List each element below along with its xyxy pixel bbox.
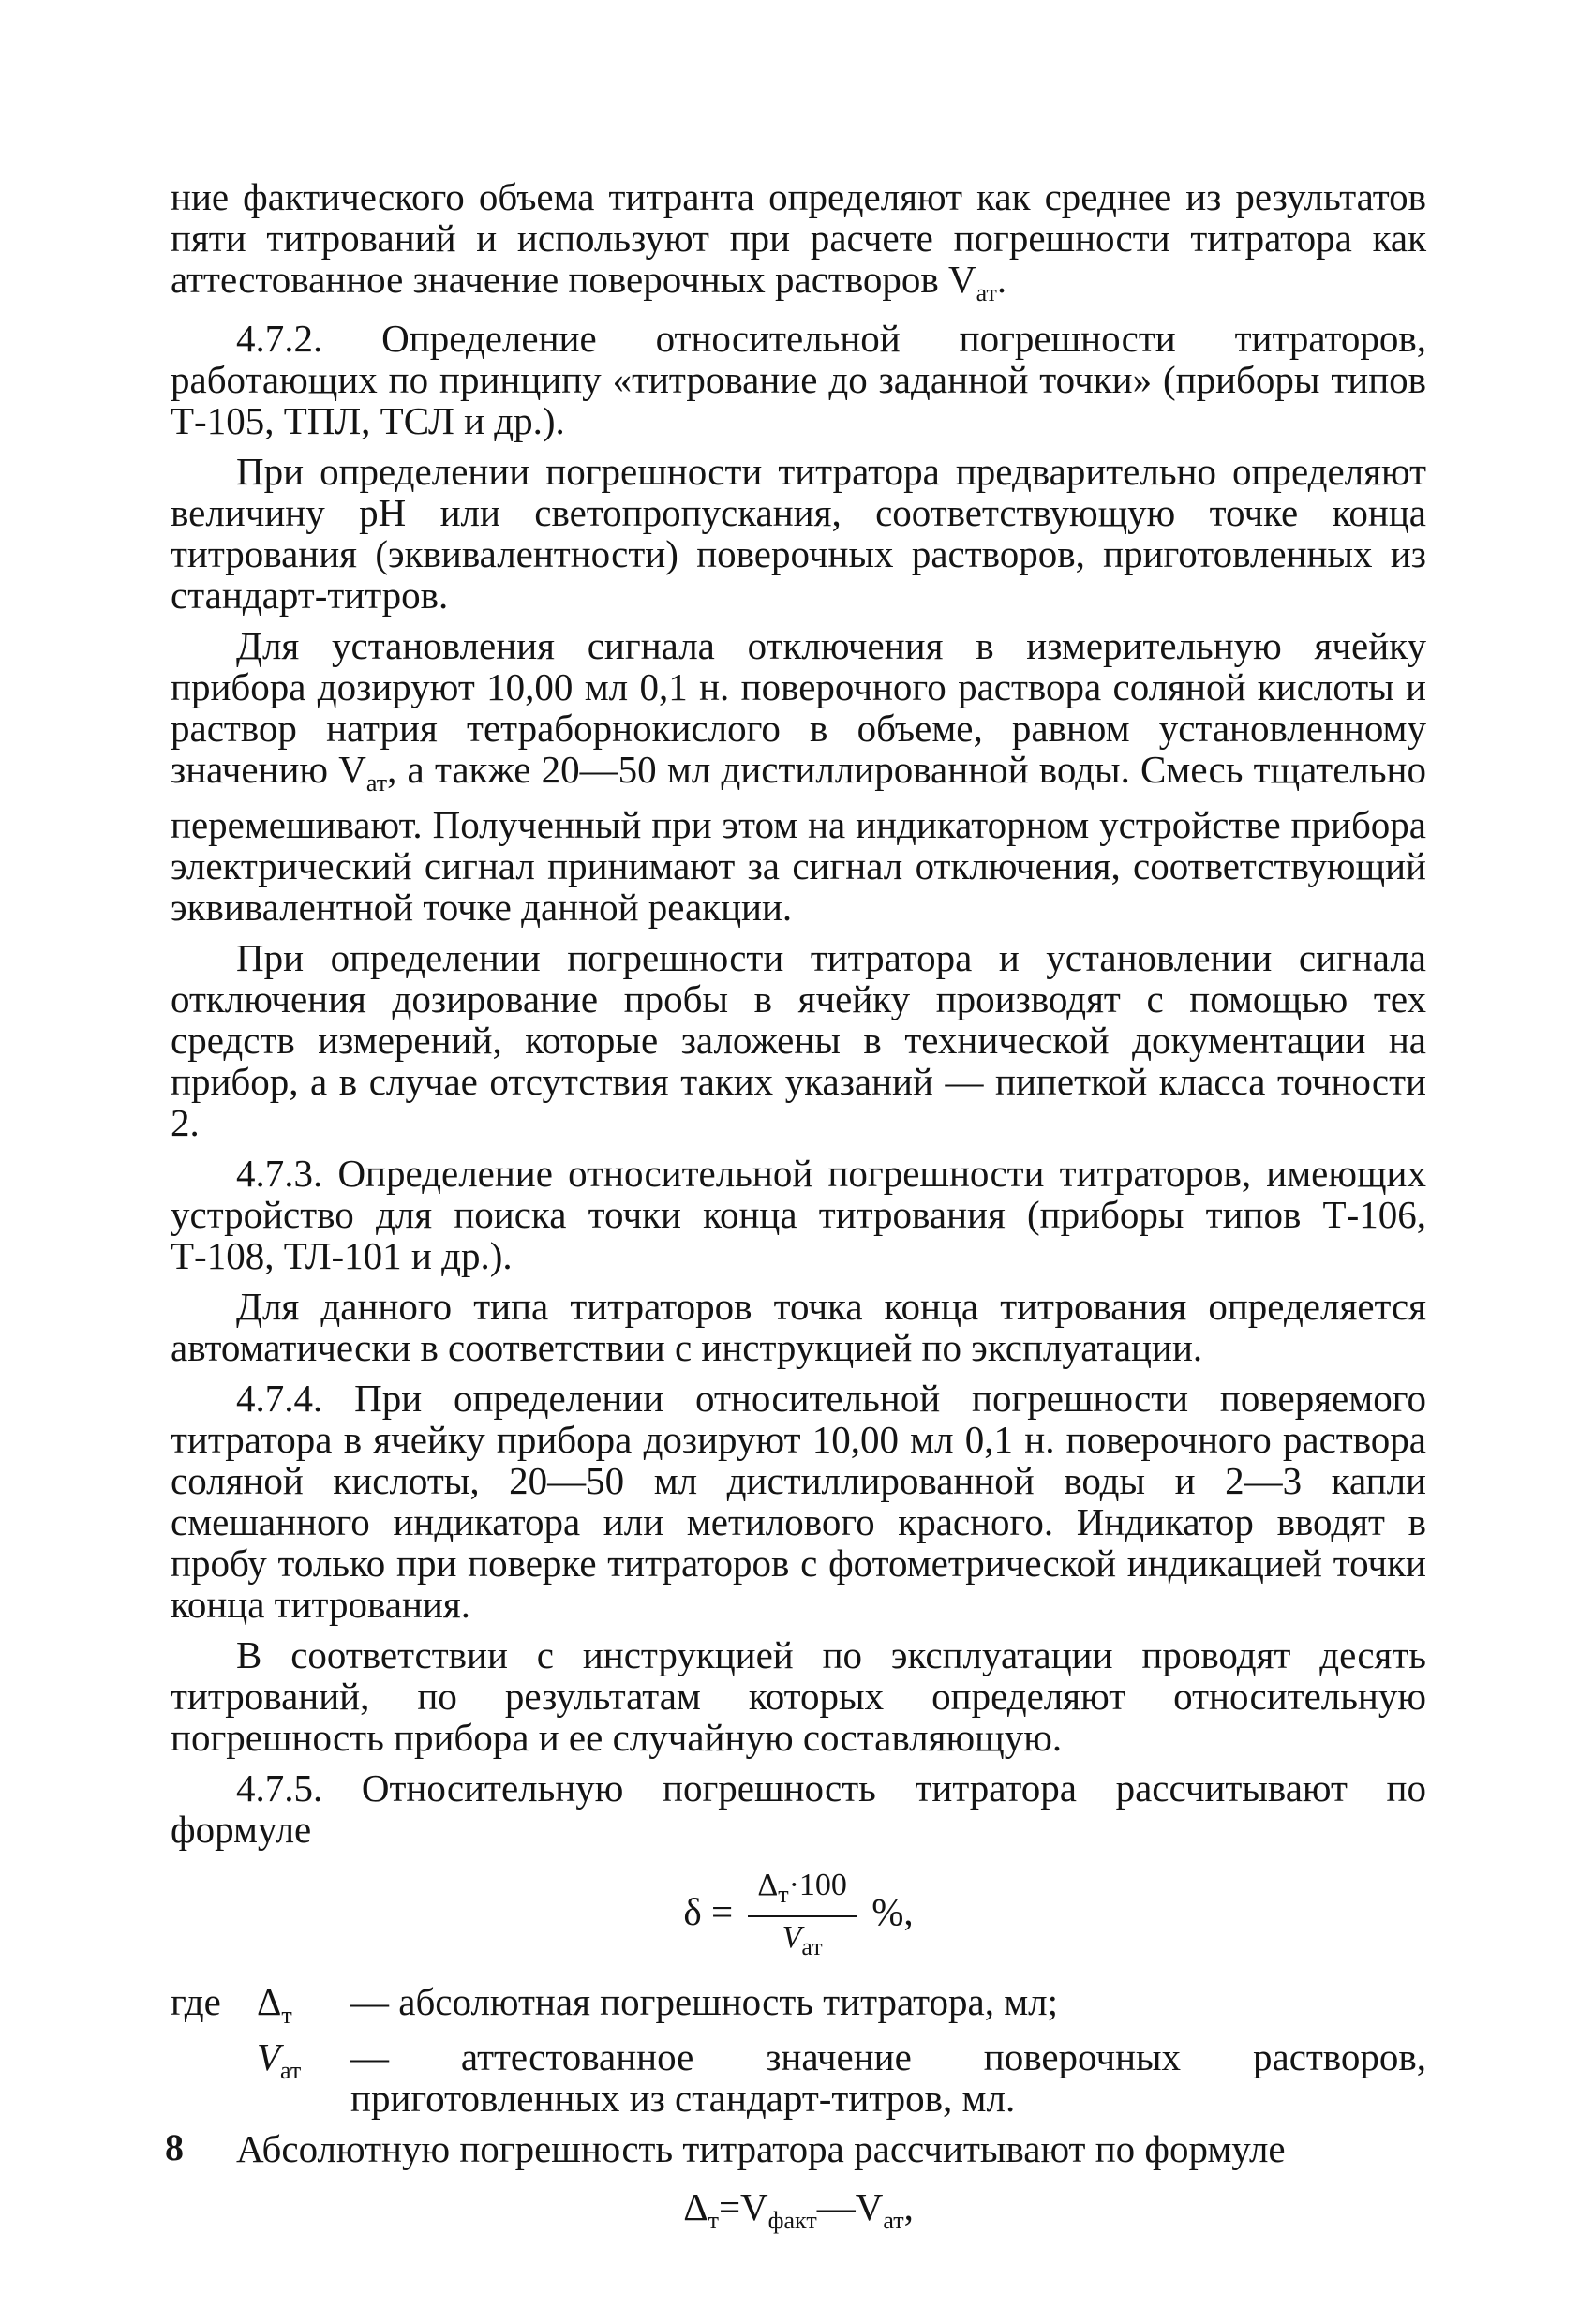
formula-fraction (748, 1867, 857, 1966)
section-4-7-3-heading: 4.7.3. Определение относительной погрешности титраторов, имеющих устройство для поиска точки конца титрования (приборы типов Т-106, Т-108, ТЛ-101 и др.). (171, 1152, 1426, 1278)
document-page (171, 176, 1426, 2235)
relative-error-formula: δ = $\frac{\Delta_т\cdot 100}{V_{ат}}$ %, (171, 1867, 1426, 1966)
paragraph-3: При определении погрешности титратора предварительно определяют величину pH или светопропускания, соответствующую точке конца титрования (эквивалентности) поверочных растворов, приготовленных из стандарт-титров. (171, 450, 1426, 618)
paragraph-4: Для установления сигнала отключения в измерительную ячейку прибора дозируют 10,00 мл 0,1 н. поверочного раствора соляной кислоты и раствор натрия тетраборнокислого в объеме, равном установленному значению $V_{ат}$, а также 20—50 мл дистиллированной воды. Смесь тщательно перемешивают. Полученный при этом на индикаторном устройстве прибора электрический сигнал принимают за сигнал отключения, соответствующий эквивалентной точке данной реакции. (171, 624, 1426, 930)
page-number: 8 (165, 2126, 184, 2168)
paragraph-5: При определении погрешности титратора и установлении сигнала отключения дозирование пробы в ячейку производят с помощью тех средств измерений, которые заложены в технической документации на прибор, а в случае отсутствия таких указаний — пипеткой класса точности 2. (171, 936, 1426, 1145)
section-4-7-4: 4.7.4. При определении относительной погрешности поверяемого титратора в ячейку прибора дозируют 10,00 мл 0,1 н. поверочного раствора соляной кислоты, 20—50 мл дистиллированной воды и 2—3 капли смешанного индикатора или метилового красного. Индикатор вводят в пробу только при поверке титраторов с фотометрической индикацией точки конца титрования. (171, 1377, 1426, 1627)
section-4-7-2-heading: 4.7.2. Определение относительной погрешности титраторов, работающих по принципу «титрование до заданной точки» (приборы типов Т-105, ТПЛ, ТСЛ и др.). (171, 317, 1426, 443)
formula-legend: где $\Delta_т$ — абсолютная погрешность титратора, мл; $V_{ат}$ — аттестованное значение поверочных растворов, приготовленных из стандарт-титров, мл. (171, 1979, 1426, 2121)
section-4-7-5: 4.7.5. Относительную погрешность титратора рассчитывают по формуле (171, 1766, 1426, 1852)
paragraph-7: Для данного типа титраторов точка конца титрования определяется автоматически в соответствии с инструкцией по эксплуатации. (171, 1285, 1426, 1370)
legend-symbol-delta: $\Delta_т$ (257, 1979, 292, 2030)
legend-symbol-v: $V_{ат}$ (257, 2035, 302, 2085)
formula-denominator: $V_{ат}$ (782, 1920, 823, 1960)
paragraph-1: ние фактического объема титранта определяют как среднее из результатов пяти титрований и используют при расчете погрешности титратора как аттестованное значение поверочных растворов $V_{ат}$. (171, 175, 1426, 307)
paragraph-11: Абсолютную погрешность титратора рассчитывают по формуле (236, 2127, 1286, 2171)
absolute-error-formula: $\Delta_т=V_{факт}—V_{ат}$, (683, 2185, 914, 2235)
formula-numerator: $\Delta_т\cdot 100$ (748, 1867, 857, 1917)
paragraph-9: В соответствии с инструкцией по эксплуатации проводят десять титрований, по результатам которых определяют относительную погрешность прибора и ее случайную составляющую. (171, 1633, 1426, 1760)
